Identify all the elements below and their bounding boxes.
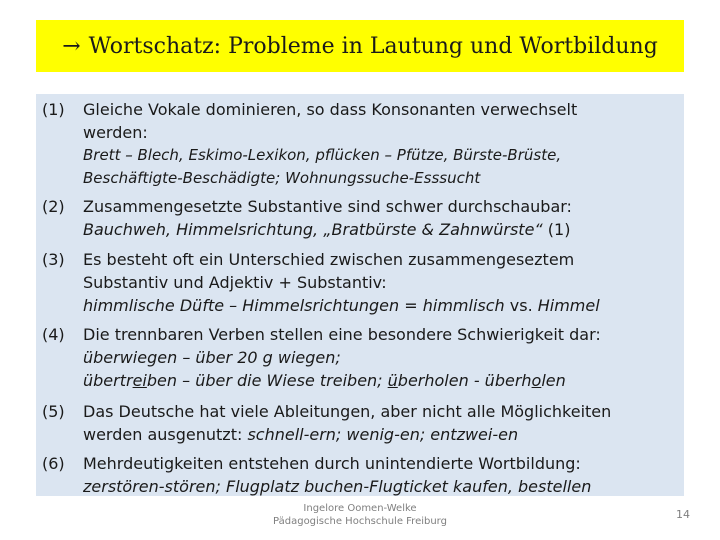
list-item-1 <box>42 98 678 190</box>
item-text-line: Substantiv und Adjektiv + Substantiv: <box>83 273 387 292</box>
item-example: schnell-ern; wenig-en; entzwei-en <box>247 425 519 444</box>
item-number: (6) <box>42 454 65 473</box>
item-example-vs: vs. <box>504 296 538 315</box>
item-text-line: Gleiche Vokale dominieren, so dass Konsonanten verwechselt <box>83 100 578 119</box>
item-number: (4) <box>42 325 65 344</box>
item-example-line: übertreiben – über die Wiese treiben; überholen - überholen <box>83 371 566 390</box>
list-item-2 <box>42 195 678 241</box>
title-banner <box>36 20 684 72</box>
page-number: 14 <box>676 508 690 521</box>
slide-title <box>62 34 658 59</box>
list-item-5 <box>42 400 678 446</box>
list-item-6 <box>42 452 678 498</box>
item-example-line: Brett – Blech, Eskimo-Lexikon, pflücken – Pfütze, Bürste-Brüste, <box>83 146 562 164</box>
item-example-line: zerstören-stören; Flugplatz buchen-Flugticket kaufen, bestellen <box>83 477 592 496</box>
item-text-line: Zusammengesetzte Substantive sind schwer durchschaubar: <box>83 197 572 216</box>
item-number: (1) <box>42 100 65 119</box>
item-text-line: Die trennbaren Verben stellen eine besondere Schwierigkeit dar: <box>83 325 601 344</box>
item-text-line: Es besteht oft ein Unterschied zwischen zusammengeseztem <box>83 250 575 269</box>
footer-institution: Pädagogische Hochschule Freiburg <box>273 516 447 527</box>
list-item-4 <box>42 323 678 392</box>
item-text-line: Mehrdeutigkeiten entstehen durch unintendierte Wortbildung: <box>83 454 581 473</box>
item-example: himmlische Düfte – Himmelsrichtungen = himmlisch <box>83 296 505 315</box>
slide-title-text: Wortschatz: Probleme in Lautung und Wortbildung <box>88 33 658 59</box>
item-text-line: werden: <box>83 123 148 142</box>
item-example-suffix: (1) <box>542 220 571 239</box>
content-box <box>36 94 684 496</box>
item-example: Bauchweh, Himmelsrichtung, „Bratbürste & Zahnwürste“ <box>83 220 543 239</box>
footer <box>250 502 470 528</box>
item-example-line: überwiegen – über 20 g wiegen; <box>83 348 341 367</box>
item-example-line: Beschäftigte-Beschädigte; Wohnungssuche-Esssucht <box>83 169 481 187</box>
item-example: Himmel <box>537 296 600 315</box>
item-number: (5) <box>42 402 65 421</box>
arrow-right-icon: → <box>62 33 81 59</box>
item-number: (3) <box>42 250 65 269</box>
item-text-line: Das Deutsche hat viele Ableitungen, aber nicht alle Möglichkeiten <box>83 402 612 421</box>
item-text: werden ausgenutzt: <box>83 425 248 444</box>
item-number: (2) <box>42 197 65 216</box>
footer-author: Ingelore Oomen-Welke <box>303 503 417 514</box>
list-item-3 <box>42 248 678 317</box>
